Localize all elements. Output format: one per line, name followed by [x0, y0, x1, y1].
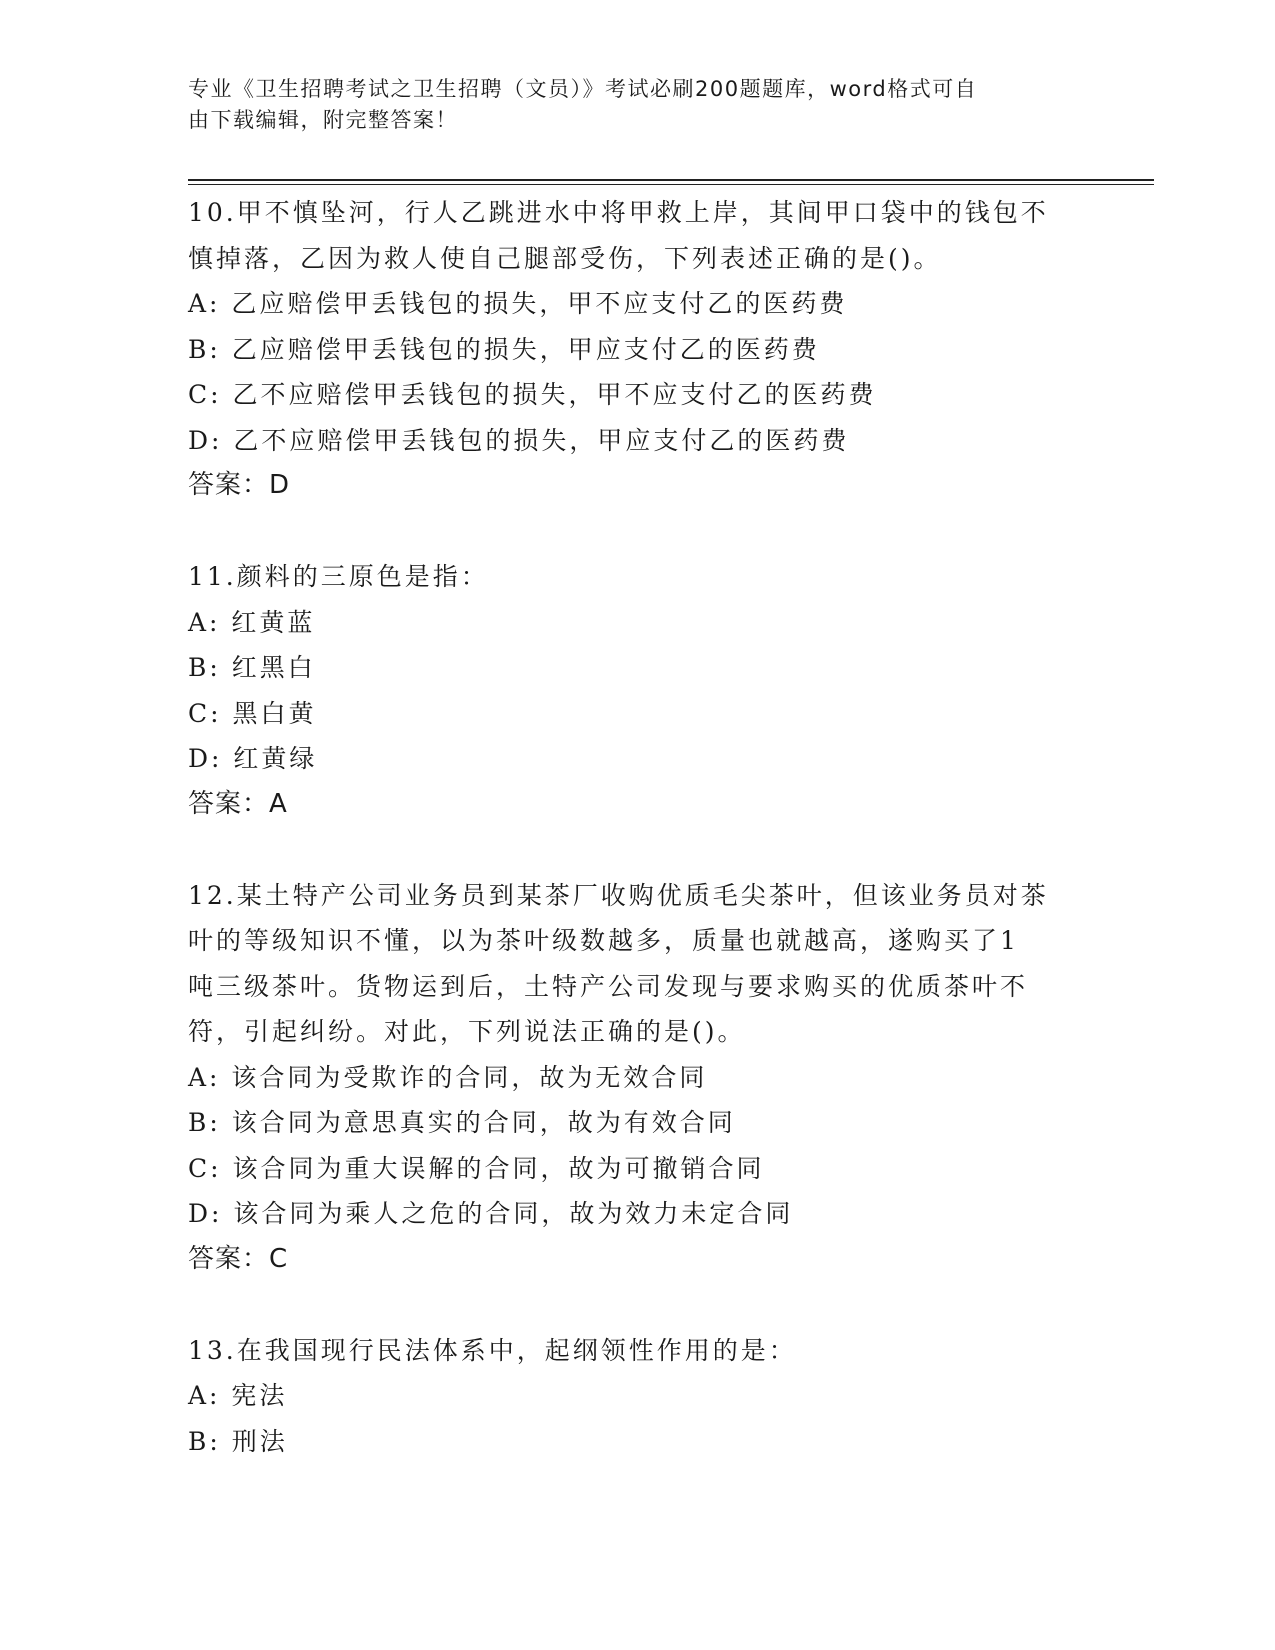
option-d: D: 该合同为乘人之危的合同，故为效力未定合同: [188, 1199, 794, 1228]
question-stem-line: 叶的等级知识不懂，以为茶叶级数越多，质量也就越高，遂购买了1: [188, 926, 1019, 955]
option-d: D: 红黄绿: [188, 744, 318, 773]
document-header: [188, 74, 1068, 136]
question-stem-line: 吨三级茶叶。货物运到后，土特产公司发现与要求购买的优质茶叶不: [188, 971, 1029, 1001]
answer-label: 答案：A: [188, 788, 288, 819]
question-11: [188, 554, 1088, 827]
spacer: [188, 509, 1088, 555]
option-a: A: 宪法: [188, 1381, 288, 1410]
question-stem-line: 13.在我国现行民法体系中，起纲领性作用的是：: [188, 1335, 797, 1365]
option-c: C: 黑白黄: [188, 698, 317, 728]
answer-label: 答案：D: [188, 470, 291, 500]
option-b: B: 乙应赔偿甲丢钱包的损失，甲应支付乙的医药费: [188, 334, 820, 364]
header-line-2: 由下载编辑，附完整答案！: [188, 108, 458, 132]
option-d: D: 乙不应赔偿甲丢钱包的损失，甲应支付乙的医药费: [188, 425, 850, 455]
question-list: [188, 190, 1088, 1464]
option-c: C: 该合同为重大误解的合同，故为可撤销合同: [188, 1153, 765, 1183]
option-b: B: 刑法: [188, 1426, 288, 1456]
header-divider-thin: [188, 184, 1154, 185]
question-stem-line: 慎掉落，乙因为救人使自己腿部受伤，下列表述正确的是()。: [188, 243, 942, 273]
question-12: [188, 873, 1088, 1283]
question-10: [188, 190, 1088, 509]
question-stem-line: 10.甲不慎坠河，行人乙跳进水中将甲救上岸，其间甲口袋中的钱包不: [188, 198, 1049, 227]
option-b: B: 该合同为意思真实的合同，故为有效合同: [188, 1108, 736, 1137]
question-stem-line: 符，引起纠纷。对此，下列说法正确的是()。: [188, 1017, 746, 1046]
answer-label: 答案：C: [188, 1243, 289, 1274]
spacer: [188, 1282, 1088, 1328]
option-b: B: 红黑白: [188, 653, 316, 682]
question-stem-line: 11.颜料的三原色是指：: [188, 562, 489, 591]
question-stem-line: 12.某土特产公司业务员到某茶厂收购优质毛尖茶叶，但该业务员对茶: [188, 880, 1049, 910]
option-a: A: 该合同为受欺诈的合同，故为无效合同: [188, 1062, 708, 1092]
option-a: A: 乙应赔偿甲丢钱包的损失，甲不应支付乙的医药费: [188, 289, 848, 318]
header-divider-thick: [188, 179, 1154, 181]
header-line-1: 专业《卫生招聘考试之卫生招聘（文员）》考试必刷200题题库，word格式可自: [188, 77, 978, 101]
question-13: [188, 1328, 1088, 1465]
option-a: A: 红黄蓝: [188, 607, 316, 637]
spacer: [188, 827, 1088, 873]
option-c: C: 乙不应赔偿甲丢钱包的损失，甲不应支付乙的医药费: [188, 380, 877, 409]
